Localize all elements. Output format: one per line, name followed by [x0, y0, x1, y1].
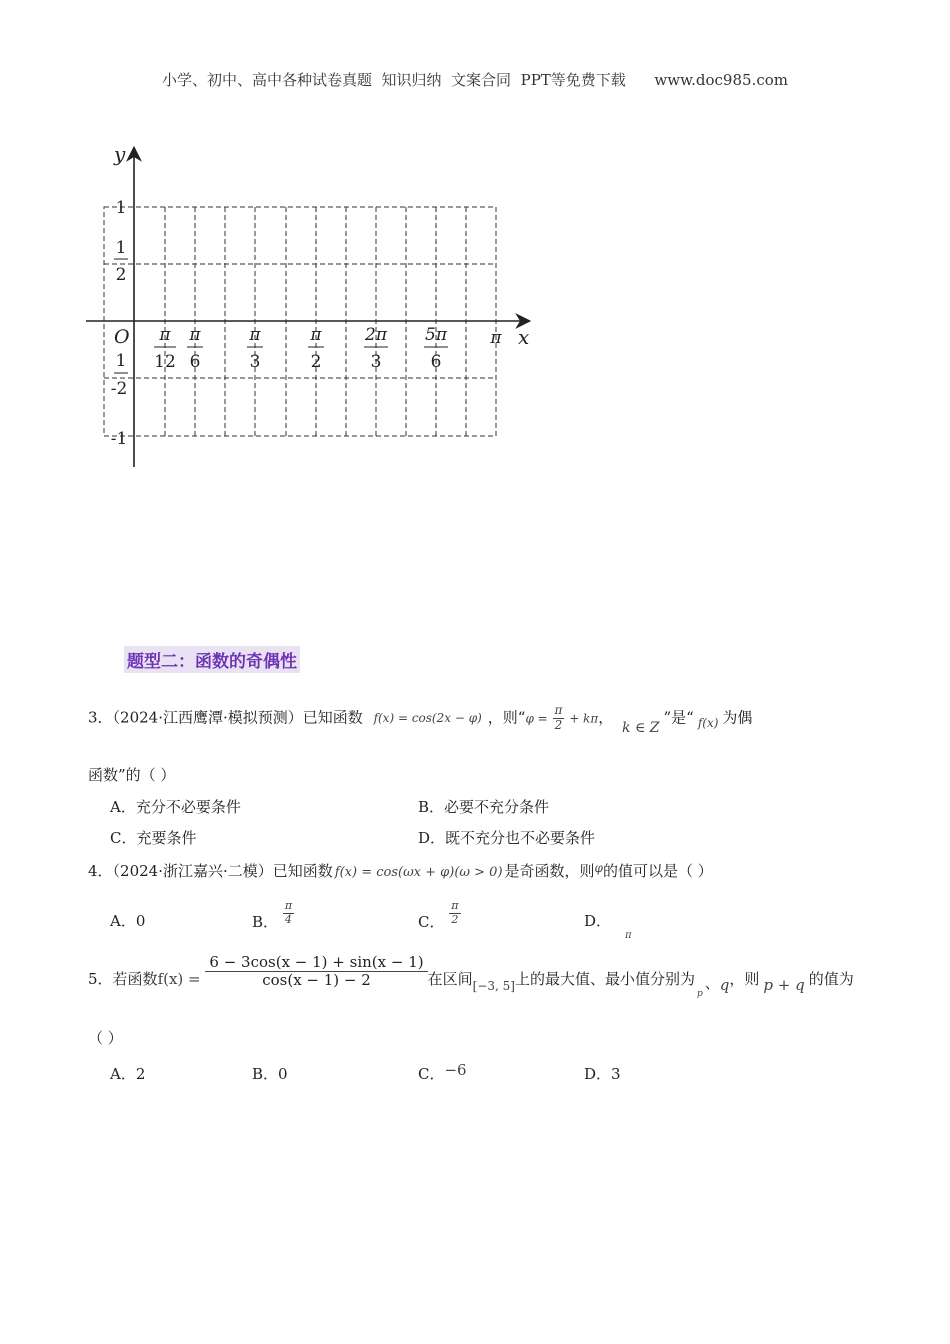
q3-fx: f(x) [697, 716, 719, 731]
q5-p: p [696, 988, 703, 999]
q5-text2: 在区间 [427, 969, 473, 988]
page-header: 小学、初中、高中各种试卷真题 知识归纳 文案合同 PPT等免费下载 www.doc985.com [161, 71, 788, 89]
q3-text1: 已知函数 [302, 708, 363, 727]
q3-option-b: B．必要不充分条件 [418, 798, 550, 816]
svg-text:π: π [310, 325, 322, 345]
q5-interval: [−3, 5] [472, 978, 515, 993]
q5-number: 5． [88, 969, 113, 988]
question-3 [88, 703, 753, 737]
question-5 [88, 953, 854, 999]
y-tick-neg-half-den: -2 [110, 379, 128, 399]
q5-line2: （ ） [88, 1029, 123, 1047]
q5-func-lhs: f(x) = [157, 969, 201, 988]
q5-option-b: B．0 [252, 1065, 288, 1083]
q4-phi: φ [594, 861, 603, 875]
q4-option-b: B． $\frac{\pi}{4}$ [252, 899, 293, 932]
x-axis-label: x [518, 325, 530, 349]
svg-text:6: 6 [430, 352, 442, 372]
q5-q: q [719, 975, 730, 994]
origin-label: O [114, 326, 130, 348]
x-tick-2pi-3 [364, 325, 388, 372]
q5-option-d: D．3 [584, 1065, 621, 1083]
q5-text3: 上的最大值、最小值分别为 [514, 969, 695, 988]
q3-option-c: C．充要条件 [110, 829, 197, 847]
q4-number: 4． [88, 862, 113, 880]
q3-text4: ”是“ [663, 708, 694, 727]
q4-text2: 是奇函数，则 [504, 862, 595, 880]
q4-option-b-frac: $\frac{\pi}{4}$ [284, 899, 293, 926]
y-tick-half-den: 2 [115, 265, 127, 285]
q3-source: （2024·江西鹰潭·模拟预测） [112, 708, 303, 727]
q3-text2: ，则“ [487, 708, 526, 727]
q4-text1: 已知函数 [272, 862, 333, 880]
q5-func-frac: $\frac{6 - 3\cos(x - 1) + \sin(x - 1)}{\cos(x - 1) - 2}$ [205, 954, 427, 990]
q3-func: f(x) = cos(2x − φ) [373, 711, 482, 726]
q5-text4: ，则 [729, 969, 760, 988]
question-4 [88, 860, 713, 881]
svg-text:3: 3 [249, 352, 261, 372]
q3-option-d: D．既不充分也不必要条件 [418, 829, 596, 847]
q4-option-a: A．0 [110, 912, 146, 930]
q3-number: 3． [88, 708, 113, 727]
q4-func: f(x) = cos(ωx + φ)(ω > 0) [334, 865, 503, 880]
q3-cond-frac: $\frac{\pi}{2}$ [554, 703, 563, 732]
svg-text:2π: 2π [365, 325, 387, 345]
x-tick-pi-12 [154, 325, 176, 372]
y-tick-neg-half-num: 1 [115, 351, 127, 371]
q4-text3: 的值可以是（ ） [602, 862, 713, 880]
y-tick-1: 1 [115, 198, 127, 218]
q3-option-a: A．充分不必要条件 [110, 798, 241, 816]
y-tick-neg-1: -1 [110, 429, 128, 449]
q5-option-a: A．2 [110, 1065, 146, 1083]
q5-text1: 若函数 [112, 969, 158, 988]
svg-text:5π: 5π [425, 325, 447, 345]
x-tick-pi-6 [187, 325, 203, 372]
y-axis-label: y [114, 142, 126, 166]
svg-text:π: π [189, 325, 201, 345]
section-title: 题型二：函数的奇偶性 [124, 646, 300, 673]
q3-text3: ， [598, 708, 614, 727]
q4-option-c: C． $\frac{\pi}{2}$ [418, 899, 459, 932]
q4-option-c-frac: $\frac{\pi}{2}$ [451, 899, 459, 926]
svg-text:2: 2 [310, 352, 322, 372]
x-tick-pi-2 [308, 325, 324, 372]
q3-cond-lhs: φ = [525, 711, 548, 726]
q3-text5: 为偶 [722, 708, 753, 727]
x-tick-pi: π [490, 328, 502, 348]
svg-text:12: 12 [154, 352, 176, 372]
svg-text:π: π [249, 325, 261, 345]
q4-source: （2024·浙江嘉兴·二模） [112, 862, 273, 880]
q5-sep: 、 [704, 973, 720, 992]
q3-cond-rhs: + kπ [569, 711, 599, 726]
q5-sum: p + q [763, 975, 805, 994]
q4-option-d: D．$_\pi$ [584, 912, 632, 941]
y-tick-half-num: 1 [115, 238, 127, 258]
x-tick-pi-3 [247, 325, 263, 372]
svg-text:3: 3 [370, 352, 382, 372]
svg-text:6: 6 [189, 352, 201, 372]
q5-option-c: C．−6 [418, 1061, 467, 1083]
coordinate-grid [70, 135, 540, 475]
q5-text5: 的值为 [808, 969, 854, 988]
q3-line2: 函数”的（ ） [88, 766, 176, 784]
svg-text:π: π [159, 325, 171, 345]
q3-k-set: k ∈ Z [622, 720, 660, 737]
x-tick-5pi-6 [424, 325, 448, 372]
